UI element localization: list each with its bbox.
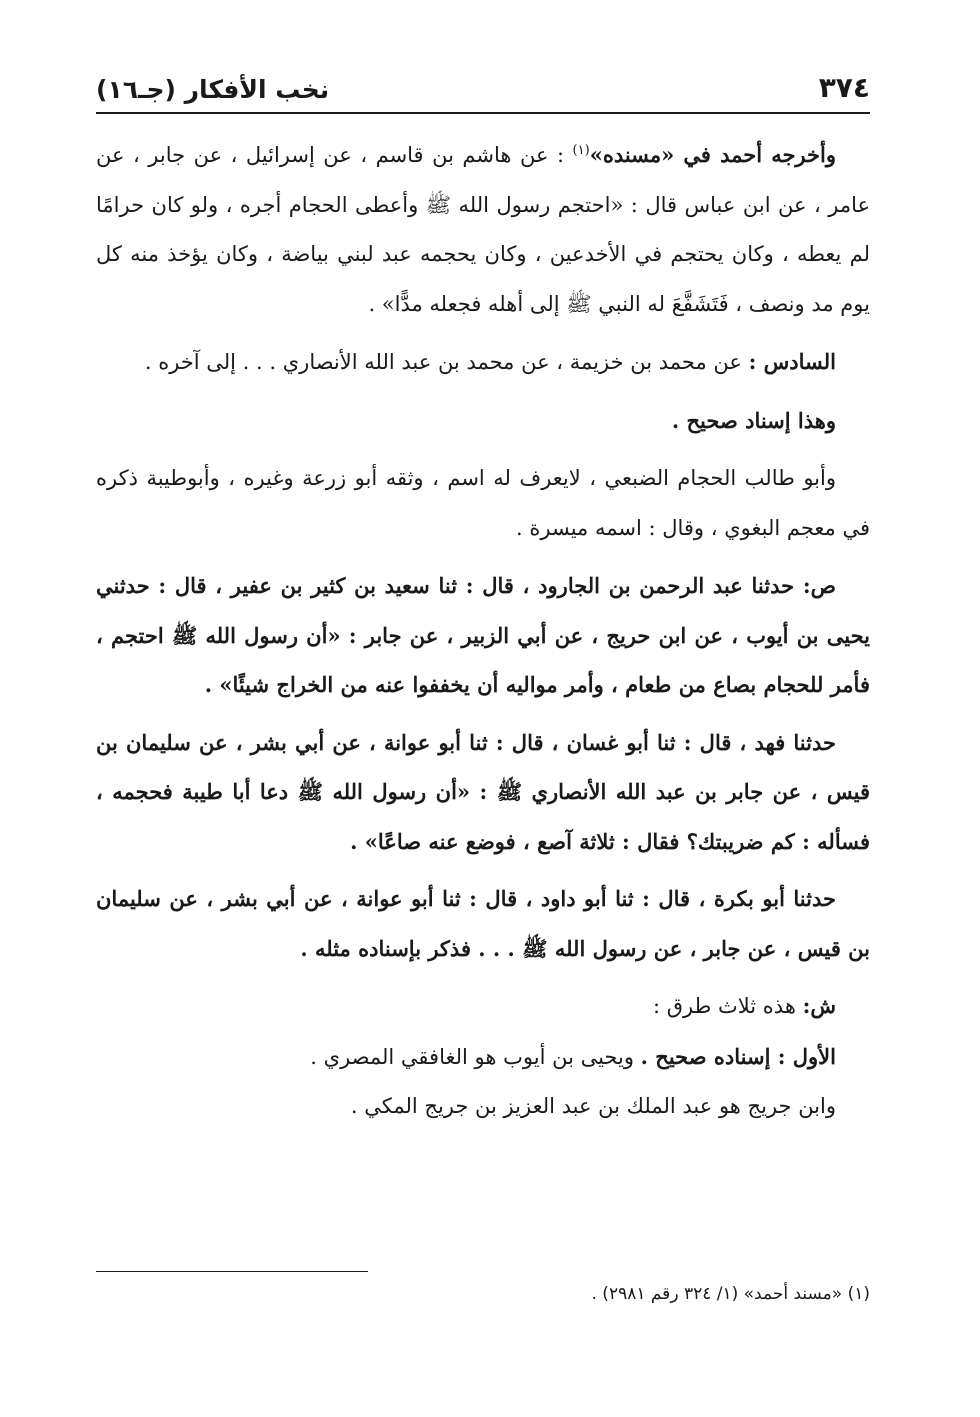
paragraph-text: : عن هاشم بن قاسم ، عن إسرائيل ، عن جابر ، عن عامر ، عن ابن عباس قال : «احتجم رسول الله ﷺ وأعطى الحجام أجره ، ولو كان حرامًا لم يعطه ، وكان يحتجم في الأخدعين ، وكان يحجمه عبد لبني بياضة ، وكان يؤخذ منه كل يوم مد ونصف ، فَتَشَفَّعَ له النبي ﷺ إلى أهله فجعله مدًّا» . (96, 143, 870, 316)
page-body (96, 130, 870, 1132)
paragraph-text: هذه ثلاث طرق : (652, 994, 796, 1018)
paragraph-first-chain (96, 1032, 870, 1083)
paragraph-text: حدثنا فهد ، قال : ثنا أبو غسان ، قال : ثنا أبو عوانة ، عن أبي بشر ، عن سليمان بن قيس ، عن جابر بن عبد الله الأنصاري ﷺ : «أن رسول الله ﷺ دعا أبا طيبة فحجمه ، فسأله : كم ضريبتك؟ فقال : ثلاثة آصع ، فوضع عنه صاعًا» . (96, 729, 870, 854)
paragraph-ibn-jurayj (96, 1082, 870, 1132)
running-header (96, 58, 870, 114)
paragraph-lead: السادس : (748, 349, 836, 374)
footnote-reference: (١) (572, 143, 590, 158)
paragraph-sixth-chain (96, 337, 870, 388)
paragraph-lead: وأخرجه أحمد في «مسنده» (589, 142, 836, 167)
paragraph-sahih-note (96, 396, 870, 447)
paragraph-lead: وهذا إسناد صحيح . (671, 407, 836, 433)
footnote-separator (96, 1271, 368, 1272)
paragraph-text: ويحيى بن أيوب هو الغافقي المصري . (310, 1044, 634, 1069)
paragraph-text: وأبو طالب الحجام الضبعي ، لايعرف له اسم ، وثقه أبو زرعة وغيره ، وأبوطيبة ذكره في معجم البغوي ، وقال : اسمه ميسرة . (96, 466, 870, 540)
page-number: ٣٧٤ (818, 71, 870, 104)
paragraph-ahmad-narration (96, 130, 870, 329)
paragraph-narrator-notes (96, 454, 870, 553)
footnote: (١) «مسند أحمد» (١/ ٣٢٤ رقم ٢٩٨١) . (591, 1284, 870, 1304)
paragraph-abu-bakra-chain (96, 874, 870, 973)
paragraph-lead: الأول : إسناده صحيح . (640, 1043, 836, 1069)
paragraph-sharh-intro (96, 981, 870, 1032)
paragraph-text: حدثنا أبو بكرة ، قال : ثنا أبو داود ، قال : ثنا أبو عوانة ، عن أبي بشر ، عن سليمان بن قيس ، عن جابر ، عن رسول الله ﷺ . . . فذكر بإسناده مثله . (96, 886, 870, 961)
paragraph-text: عن محمد بن خزيمة ، عن محمد بن عبد الله الأنصاري . . . إلى آخره . (144, 350, 742, 374)
paragraph-fahd-chain (96, 718, 870, 867)
paragraph-text: حدثنا عبد الرحمن بن الجارود ، قال : ثنا سعيد بن كثير بن عفير ، قال : حدثني يحيى بن أيوب ، عن ابن حريج ، عن أبي الزبير ، عن جابر : «أن رسول الله ﷺ احتجم ، فأمر للحجام بصاع من طعام ، وأمر مواليه أن يخففوا عنه من الخراج شيئًا» . (96, 573, 870, 697)
book-page (96, 58, 870, 1398)
paragraph-lead: ش: (802, 993, 836, 1018)
paragraph-lead: ص: (802, 573, 836, 598)
paragraph-text: وابن جريج هو عبد الملك بن عبد العزيز بن جريج المكي . (350, 1094, 836, 1118)
book-title: نخب الأفكار (جـ١٦) (96, 75, 330, 104)
paragraph-text-sad (96, 561, 870, 710)
